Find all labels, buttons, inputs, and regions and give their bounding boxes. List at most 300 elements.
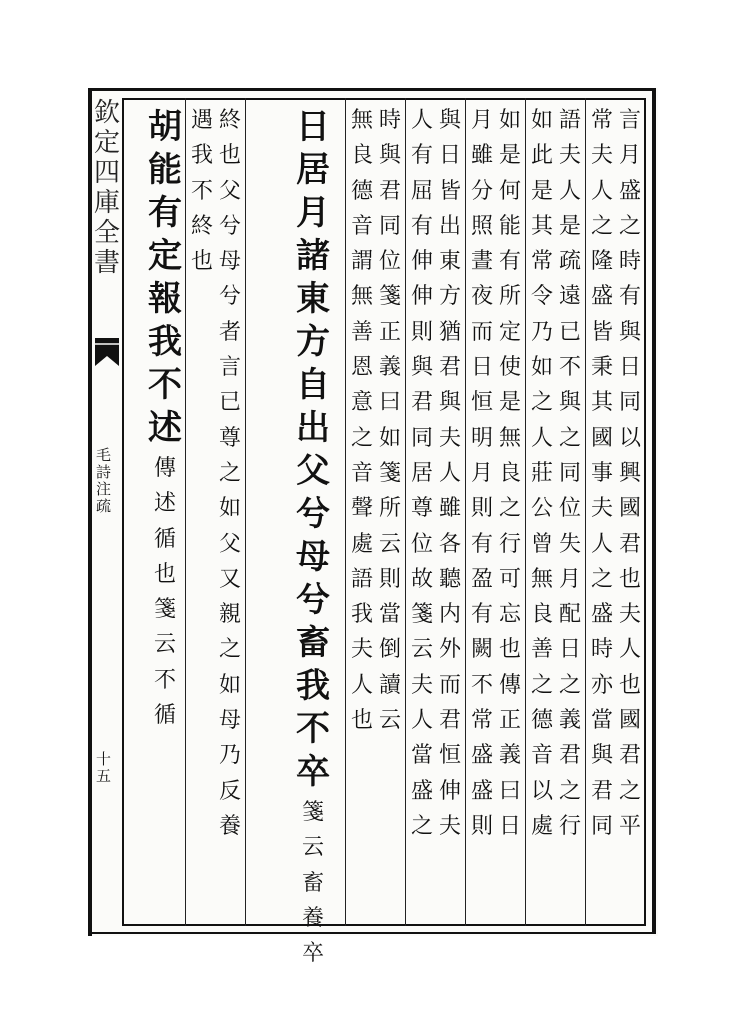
glyph: 胡 — [148, 107, 182, 147]
commentary-column — [617, 110, 643, 851]
glyph: 親 — [218, 602, 241, 628]
glyph: 諸 — [296, 236, 330, 276]
glyph: 所 — [378, 496, 401, 522]
glyph: 而 — [438, 672, 461, 698]
glyph: 無 — [350, 108, 373, 133]
glyph: 云 — [301, 835, 324, 861]
glyph: 人 — [618, 637, 641, 663]
glyph: 也 — [498, 637, 521, 663]
glyph: 尊 — [410, 496, 433, 522]
glyph: 此 — [530, 143, 553, 169]
glyph: 處 — [350, 531, 373, 557]
glyph: 畜 — [296, 623, 330, 663]
glyph: 已 — [558, 319, 581, 345]
glyph: 君 — [558, 743, 581, 769]
main-text-column — [293, 107, 333, 798]
glyph: 我 — [350, 602, 373, 628]
glyph: 位 — [410, 531, 433, 557]
glyph: 曰 — [498, 778, 521, 804]
glyph: 夫 — [350, 637, 373, 663]
glyph: 母 — [218, 249, 241, 275]
glyph: 夫 — [590, 496, 613, 522]
glyph: 有 — [498, 249, 521, 275]
glyph: 無 — [350, 284, 373, 310]
glyph: 正 — [378, 319, 401, 345]
glyph: 同 — [590, 813, 613, 839]
glyph: 兮 — [218, 284, 241, 310]
glyph: 人 — [590, 178, 613, 204]
glyph: 夫 — [438, 425, 461, 451]
glyph: 與 — [558, 390, 581, 416]
glyph: 語 — [558, 108, 581, 133]
glyph: 以 — [530, 778, 553, 804]
glyph: 疏 — [558, 249, 581, 275]
glyph: 善 — [350, 319, 373, 345]
glyph: 是 — [558, 213, 581, 239]
glyph: 無 — [530, 566, 553, 592]
commentary-column — [300, 802, 326, 978]
glyph: 之 — [410, 813, 433, 839]
glyph: 屈 — [410, 178, 433, 204]
glyph: 如 — [218, 672, 241, 698]
glyph: 配 — [558, 602, 581, 628]
glyph: 者 — [218, 319, 241, 345]
glyph: 忘 — [498, 602, 521, 628]
glyph: 與 — [410, 355, 433, 381]
glyph: 無 — [498, 425, 521, 451]
glyph: 之 — [558, 778, 581, 804]
glyph: 伸 — [438, 778, 461, 804]
glyph: 盛 — [590, 602, 613, 628]
glyph: 父 — [218, 531, 241, 557]
glyph: 也 — [618, 672, 641, 698]
glyph: 月 — [470, 460, 493, 486]
glyph: 以 — [618, 425, 641, 451]
book-name-char: 疏 — [96, 497, 112, 515]
glyph: 有 — [410, 213, 433, 239]
commentary-column — [437, 110, 463, 851]
glyph: 日 — [470, 355, 493, 381]
glyph: 曰 — [378, 390, 401, 416]
glyph: 正 — [498, 708, 521, 734]
glyph: 盛 — [590, 284, 613, 310]
glyph: 位 — [378, 249, 401, 275]
glyph: 之 — [350, 425, 373, 451]
glyph: 音 — [350, 460, 373, 486]
glyph: 箋 — [378, 460, 401, 486]
glyph: 卒 — [296, 752, 330, 792]
glyph: 國 — [590, 425, 613, 451]
glyph: 也 — [350, 708, 373, 734]
glyph: 當 — [590, 708, 613, 734]
glyph: 言 — [618, 108, 641, 133]
glyph: 秉 — [590, 355, 613, 381]
glyph: 終 — [190, 213, 213, 239]
glyph: 雖 — [438, 496, 461, 522]
glyph: 箋 — [410, 602, 433, 628]
glyph: 能 — [148, 150, 182, 190]
glyph: 有 — [410, 143, 433, 169]
glyph: 盈 — [470, 566, 493, 592]
glyph: 照 — [470, 213, 493, 239]
glyph: 如 — [530, 355, 553, 381]
glyph: 不 — [190, 178, 213, 204]
glyph: 公 — [530, 496, 553, 522]
glyph: 如 — [530, 108, 553, 133]
glyph: 善 — [530, 637, 553, 663]
glyph: 是 — [530, 178, 553, 204]
commentary-column — [469, 110, 495, 851]
glyph: 恒 — [470, 390, 493, 416]
page-number — [96, 752, 111, 786]
glyph: 有 — [470, 602, 493, 628]
glyph: 箋 — [153, 597, 176, 623]
glyph: 傳 — [498, 672, 521, 698]
glyph: 遠 — [558, 284, 581, 310]
glyph: 之 — [618, 213, 641, 239]
glyph: 與 — [438, 108, 461, 133]
glyph: 月 — [618, 143, 641, 169]
column-divider — [585, 98, 586, 926]
glyph: 夫 — [410, 672, 433, 698]
glyph: 人 — [438, 460, 461, 486]
glyph: 時 — [618, 249, 641, 275]
glyph: 盛 — [470, 778, 493, 804]
glyph: 夫 — [438, 813, 461, 839]
glyph: 則 — [470, 813, 493, 839]
glyph: 父 — [218, 178, 241, 204]
glyph: 月 — [558, 566, 581, 592]
glyph: 人 — [410, 708, 433, 734]
glyph: 君 — [410, 390, 433, 416]
glyph: 人 — [558, 178, 581, 204]
glyph: 則 — [378, 566, 401, 592]
glyph: 君 — [618, 743, 641, 769]
glyph: 時 — [378, 108, 401, 133]
glyph: 我 — [148, 322, 182, 362]
glyph: 終 — [218, 108, 241, 133]
commentary-column — [529, 110, 555, 851]
glyph: 云 — [410, 637, 433, 663]
glyph: 兮 — [218, 213, 241, 239]
glyph: 意 — [350, 390, 373, 416]
fishtail-mark — [93, 336, 121, 370]
glyph: 之 — [618, 778, 641, 804]
glyph: 亦 — [590, 672, 613, 698]
glyph: 養 — [218, 813, 241, 839]
glyph: 自 — [296, 365, 330, 405]
glyph: 日 — [498, 813, 521, 839]
title-char: 庫 — [93, 188, 120, 218]
glyph: 循 — [153, 703, 176, 729]
commentary-column — [409, 110, 435, 851]
glyph: 不 — [148, 365, 182, 405]
glyph: 盛 — [470, 743, 493, 769]
glyph: 養 — [301, 905, 324, 931]
glyph: 日 — [438, 143, 461, 169]
glyph: 不 — [470, 672, 493, 698]
glyph: 如 — [378, 425, 401, 451]
glyph: 述 — [153, 491, 176, 517]
glyph: 曾 — [530, 531, 553, 557]
glyph: 君 — [618, 531, 641, 557]
commentary-column — [589, 110, 615, 851]
book-name-char: 詩 — [96, 463, 112, 481]
glyph: 報 — [148, 279, 182, 319]
column-divider — [185, 98, 186, 926]
page-number-char: 十 — [96, 750, 112, 768]
glyph: 聲 — [350, 496, 373, 522]
glyph: 明 — [470, 425, 493, 451]
book-name-char: 注 — [96, 480, 112, 498]
glyph: 德 — [530, 708, 553, 734]
glyph: 之 — [590, 213, 613, 239]
glyph: 夫 — [558, 143, 581, 169]
glyph: 夫 — [590, 143, 613, 169]
column-divider — [465, 98, 466, 926]
commentary-column — [189, 110, 215, 286]
glyph: 之 — [218, 637, 241, 663]
glyph: 母 — [218, 708, 241, 734]
glyph: 當 — [378, 602, 401, 628]
glyph: 出 — [296, 408, 330, 448]
glyph: 人 — [410, 108, 433, 133]
glyph: 德 — [350, 178, 373, 204]
glyph: 畜 — [301, 870, 324, 896]
glyph: 可 — [498, 566, 521, 592]
glyph: 故 — [410, 566, 433, 592]
glyph: 時 — [590, 637, 613, 663]
glyph: 也 — [218, 143, 241, 169]
glyph: 也 — [190, 249, 213, 275]
glyph: 與 — [378, 143, 401, 169]
glyph: 有 — [618, 284, 641, 310]
glyph: 語 — [350, 566, 373, 592]
glyph: 月 — [296, 193, 330, 233]
glyph: 遇 — [190, 108, 213, 133]
glyph: 伸 — [410, 284, 433, 310]
glyph: 述 — [148, 408, 182, 448]
glyph: 日 — [618, 355, 641, 381]
title-char: 書 — [93, 248, 120, 278]
glyph: 尊 — [218, 425, 241, 451]
glyph: 云 — [153, 632, 176, 658]
glyph: 君 — [438, 355, 461, 381]
glyph: 之 — [590, 566, 613, 592]
glyph: 不 — [296, 709, 330, 749]
glyph: 行 — [558, 813, 581, 839]
glyph: 義 — [498, 743, 521, 769]
glyph: 謂 — [350, 249, 373, 275]
glyph: 位 — [558, 496, 581, 522]
glyph: 之 — [530, 390, 553, 416]
glyph: 之 — [558, 672, 581, 698]
glyph: 失 — [558, 531, 581, 557]
glyph: 定 — [498, 319, 521, 345]
glyph: 良 — [498, 460, 521, 486]
glyph: 同 — [378, 213, 401, 239]
glyph: 又 — [218, 566, 241, 592]
glyph: 方 — [438, 284, 461, 310]
commentary-column — [349, 110, 375, 745]
glyph: 何 — [498, 178, 521, 204]
glyph: 伸 — [410, 249, 433, 275]
glyph: 皆 — [438, 178, 461, 204]
column-divider — [405, 98, 406, 926]
glyph: 則 — [470, 496, 493, 522]
book-name-char: 毛 — [96, 446, 112, 464]
main-text-column — [145, 107, 185, 454]
glyph: 倒 — [378, 637, 401, 663]
glyph: 義 — [558, 708, 581, 734]
glyph: 行 — [498, 531, 521, 557]
glyph: 兮 — [296, 580, 330, 620]
glyph: 猶 — [438, 319, 461, 345]
glyph: 國 — [618, 708, 641, 734]
glyph: 音 — [350, 213, 373, 239]
glyph: 能 — [498, 213, 521, 239]
glyph: 云 — [378, 531, 401, 557]
glyph: 當 — [410, 743, 433, 769]
glyph: 人 — [590, 531, 613, 557]
glyph: 使 — [498, 355, 521, 381]
page-number-char: 五 — [96, 767, 112, 785]
glyph: 常 — [590, 108, 613, 133]
glyph: 定 — [148, 236, 182, 276]
glyph: 同 — [618, 390, 641, 416]
glyph: 皆 — [590, 319, 613, 345]
glyph: 莊 — [530, 460, 553, 486]
glyph: 與 — [618, 319, 641, 345]
glyph: 良 — [350, 143, 373, 169]
glyph: 國 — [618, 496, 641, 522]
title-char: 定 — [93, 128, 120, 158]
glyph: 常 — [470, 708, 493, 734]
glyph: 我 — [296, 666, 330, 706]
glyph: 雖 — [470, 143, 493, 169]
glyph: 方 — [296, 322, 330, 362]
glyph: 夜 — [470, 284, 493, 310]
glyph: 隆 — [590, 249, 613, 275]
glyph: 之 — [558, 425, 581, 451]
glyph: 恒 — [438, 743, 461, 769]
glyph: 也 — [153, 561, 176, 587]
glyph: 晝 — [470, 249, 493, 275]
glyph: 闕 — [470, 637, 493, 663]
glyph: 居 — [410, 460, 433, 486]
glyph: 有 — [148, 193, 182, 233]
glyph: 處 — [530, 813, 553, 839]
commentary-column — [152, 458, 178, 740]
glyph: 令 — [530, 284, 553, 310]
glyph: 人 — [350, 672, 373, 698]
glyph: 之 — [498, 496, 521, 522]
glyph: 乃 — [218, 743, 241, 769]
book-name — [96, 448, 111, 516]
glyph: 與 — [438, 390, 461, 416]
title-char: 全 — [93, 218, 120, 248]
glyph: 外 — [438, 637, 461, 663]
commentary-column — [497, 110, 523, 851]
glyph: 其 — [590, 390, 613, 416]
glyph: 居 — [296, 150, 330, 190]
glyph: 我 — [190, 143, 213, 169]
glyph: 箋 — [301, 800, 324, 825]
glyph: 如 — [498, 108, 521, 133]
commentary-column — [217, 110, 243, 851]
glyph: 已 — [218, 390, 241, 416]
glyph: 其 — [530, 213, 553, 239]
glyph: 日 — [558, 637, 581, 663]
glyph: 東 — [438, 249, 461, 275]
glyph: 人 — [530, 425, 553, 451]
glyph: 内 — [438, 602, 461, 628]
commentary-column — [377, 110, 403, 745]
glyph: 聽 — [438, 566, 461, 592]
collection-title — [93, 100, 121, 280]
glyph: 言 — [218, 355, 241, 381]
glyph: 興 — [618, 460, 641, 486]
commentary-column — [557, 110, 583, 851]
glyph: 事 — [590, 460, 613, 486]
glyph: 箋 — [378, 284, 401, 310]
glyph: 讀 — [378, 672, 401, 698]
glyph: 平 — [618, 813, 641, 839]
glyph: 君 — [438, 708, 461, 734]
glyph: 則 — [410, 319, 433, 345]
glyph: 云 — [378, 708, 401, 734]
glyph: 盛 — [410, 778, 433, 804]
glyph: 反 — [218, 778, 241, 804]
glyph: 日 — [296, 107, 330, 147]
column-divider — [345, 98, 346, 926]
glyph: 月 — [470, 108, 493, 133]
glyph: 同 — [558, 460, 581, 486]
glyph: 所 — [498, 284, 521, 310]
glyph: 各 — [438, 531, 461, 557]
glyph: 不 — [558, 355, 581, 381]
glyph: 與 — [590, 743, 613, 769]
glyph: 義 — [378, 355, 401, 381]
glyph: 有 — [470, 531, 493, 557]
glyph: 也 — [618, 566, 641, 592]
glyph: 良 — [530, 602, 553, 628]
glyph: 之 — [218, 460, 241, 486]
glyph: 是 — [498, 143, 521, 169]
glyph: 父 — [296, 451, 330, 491]
column-divider — [525, 98, 526, 926]
glyph: 兮 — [296, 494, 330, 534]
title-char: 欽 — [93, 98, 120, 128]
glyph: 君 — [590, 778, 613, 804]
title-char: 四 — [93, 158, 120, 188]
glyph: 是 — [498, 390, 521, 416]
glyph: 分 — [470, 178, 493, 204]
glyph: 而 — [470, 319, 493, 345]
glyph: 如 — [218, 496, 241, 522]
glyph: 出 — [438, 213, 461, 239]
glyph: 傳 — [153, 456, 176, 481]
glyph: 君 — [378, 178, 401, 204]
column-divider — [245, 98, 246, 926]
glyph: 音 — [530, 743, 553, 769]
glyph: 卒 — [301, 941, 324, 967]
glyph: 不 — [153, 667, 176, 693]
glyph: 循 — [153, 526, 176, 552]
glyph: 恩 — [350, 355, 373, 381]
glyph: 之 — [530, 672, 553, 698]
glyph: 母 — [296, 537, 330, 577]
